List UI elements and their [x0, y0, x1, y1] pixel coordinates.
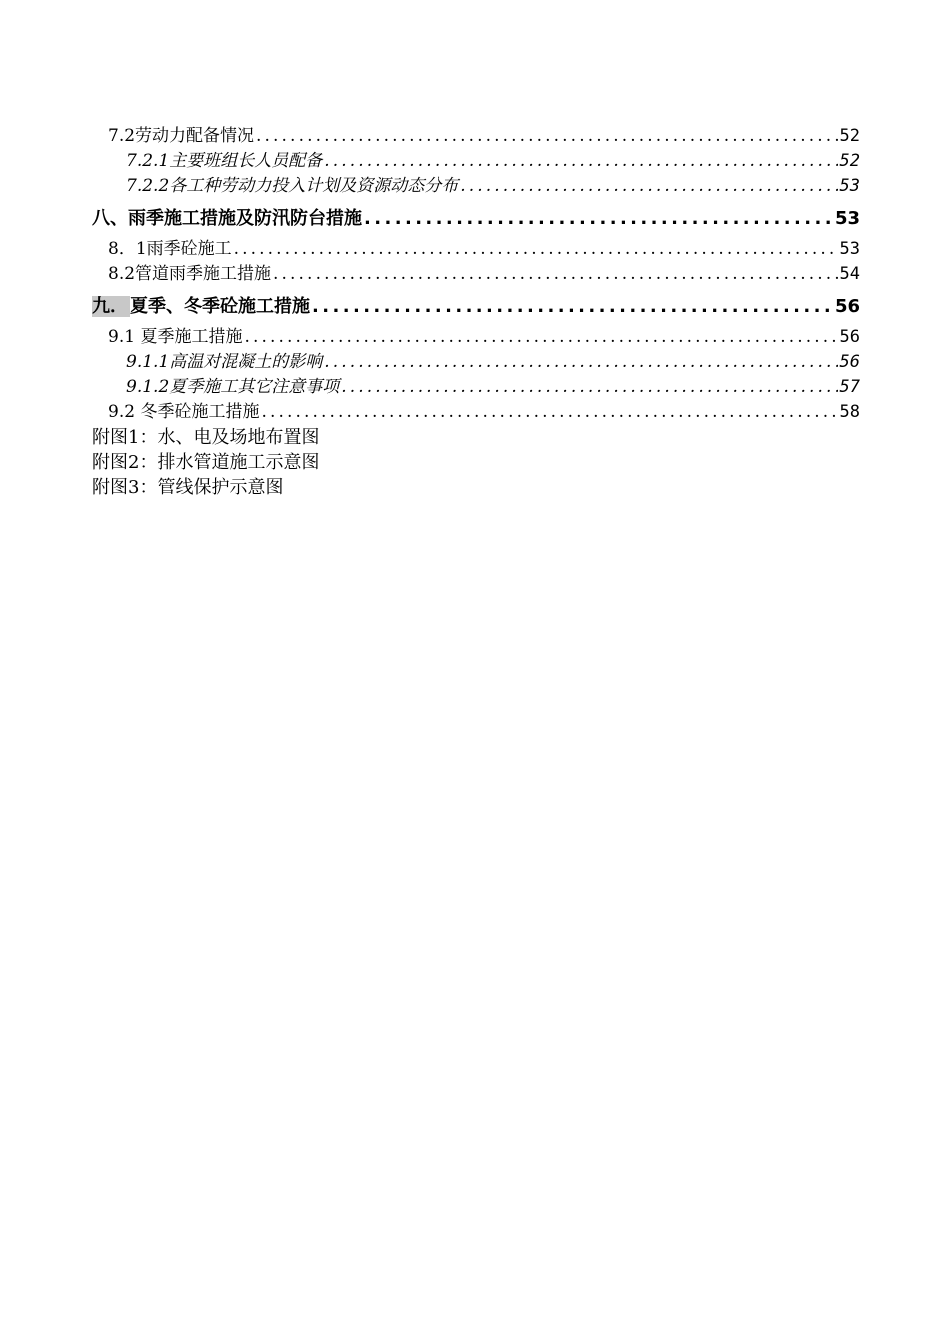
toc-leader-dots — [324, 149, 837, 174]
toc-entry-7-2-1[interactable] — [92, 149, 860, 174]
toc-leader-dots — [324, 350, 837, 375]
toc-leader-dots — [312, 289, 833, 325]
toc-entry-chapter-8[interactable] — [92, 201, 860, 237]
appendix-item-3: 附图3：管线保护示意图 — [92, 477, 284, 498]
toc-page-number: 53 — [834, 208, 860, 229]
toc-entry-title: 9.1 夏季施工措施 — [108, 327, 243, 347]
toc-page-number: 56 — [839, 327, 860, 347]
toc-entry-title: 7.2.2各工种劳动力投入计划及资源动态分布 — [126, 176, 459, 196]
toc-entry-9-1[interactable] — [92, 325, 860, 350]
toc-entry-title: 9.1.1高温对混凝土的影响 — [126, 352, 323, 372]
toc-entry-8-2[interactable] — [92, 262, 860, 287]
toc-page-number: 54 — [839, 264, 860, 284]
toc-page-number: 53 — [839, 176, 860, 196]
toc-leader-dots — [244, 325, 837, 350]
toc-entry-9-1-1[interactable] — [92, 350, 860, 375]
toc-leader-dots — [460, 174, 837, 199]
toc-entry-title: 9.1.2夏季施工其它注意事项 — [126, 377, 340, 397]
toc-entry-title: 八、雨季施工措施及防汛防台措施 — [92, 208, 362, 229]
toc-entry-title: 7.2劳动力配备情况 — [108, 126, 255, 146]
toc-page-number: 53 — [839, 239, 860, 259]
toc-entry-title: 7.2.1主要班组长人员配备 — [126, 151, 323, 171]
toc-entry-9-2[interactable] — [92, 400, 860, 425]
toc-page-number: 56 — [834, 296, 860, 317]
toc-entry-title: 8.2管道雨季施工措施 — [108, 264, 272, 284]
toc-entry-chapter-9[interactable] — [92, 289, 860, 325]
appendix-item-1: 附图1：水、电及场地布置图 — [92, 427, 320, 448]
toc-page-number: 58 — [839, 402, 860, 422]
toc-page-number: 52 — [839, 151, 860, 171]
toc-entry-7-2-2[interactable] — [92, 174, 860, 199]
toc-entry-title: 9.2 冬季砼施工措施 — [108, 402, 260, 422]
toc-page-number: 56 — [839, 352, 860, 372]
table-of-contents — [92, 124, 860, 500]
toc-leader-dots — [364, 201, 833, 237]
toc-chapter-prefix-highlight: 九． — [92, 296, 128, 317]
toc-page-number: 57 — [839, 377, 860, 397]
toc-leader-dots — [261, 400, 837, 425]
toc-page-number: 52 — [839, 126, 860, 146]
toc-chapter-title: 夏季、冬季砼施工措施 — [130, 296, 310, 317]
toc-leader-dots — [256, 124, 837, 149]
toc-leader-dots — [341, 375, 837, 400]
appendix-item-2: 附图2：排水管道施工示意图 — [92, 452, 320, 473]
toc-entry-title — [92, 289, 310, 325]
toc-leader-dots — [273, 262, 837, 287]
toc-entry-title: 8．1雨季砼施工 — [108, 239, 232, 259]
toc-entry-8-1[interactable] — [92, 237, 860, 262]
toc-entry-9-1-2[interactable] — [92, 375, 860, 400]
toc-leader-dots — [234, 237, 838, 262]
toc-entry-7-2[interactable] — [92, 124, 860, 149]
